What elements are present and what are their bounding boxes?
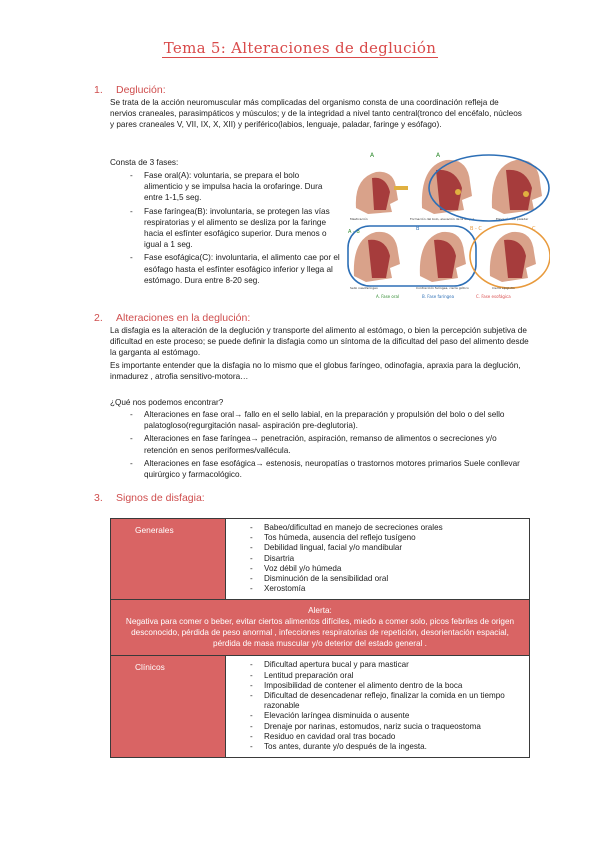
generales-label: Generales	[111, 519, 226, 600]
list-item: - Disartria	[248, 554, 523, 564]
list-item: - Alteraciones en fase oral→ fallo en el sello labial, en la preparación y propulsión del bolo o del sello palatogloso(regurgitación nasal- aspiración pre-deglutoria).	[128, 409, 528, 431]
svg-text:A: A	[436, 152, 441, 159]
section-2-paragraph-1: La disfagia es la alteración de la deglución y transporte del alimento al estómago, o bien la percepción subjetiva de dificultad en este proceso; se puede definir la disfagia como un síntoma de la dificultad del paso del alimento desde la garganta al estómago.	[110, 326, 529, 358]
list-item: - Residuo en cavidad oral tras bocado	[248, 732, 523, 742]
dysphagia-signs-table	[110, 518, 530, 758]
alert-label: Alerta:	[308, 606, 332, 616]
list-item: - Elevación laríngea disminuida o ausente	[248, 711, 523, 721]
svg-text:B. Fase faríngea: B. Fase faríngea	[422, 294, 455, 299]
list-item: - Fase oral(A): voluntaria, se prepara el bolo alimenticio y se impulsa hacia la orofaringe. Dura entre 1-1,5 seg.	[128, 170, 340, 204]
svg-text:Contracción faríngea, cierre g: Contracción faríngea, cierre glótico	[416, 286, 469, 290]
clinicos-label: Clínicos	[111, 656, 226, 758]
phases-list	[128, 170, 340, 286]
list-item: - Dificultad apertura bucal y para masticar	[248, 660, 523, 670]
section-2-heading: 2. Alteraciones en la deglución:	[94, 312, 251, 324]
page-title: Tema 5: Alteraciones de deglución	[163, 39, 437, 57]
list-item: - Tos húmeda, ausencia del reflejo tusígeno	[248, 533, 523, 543]
clinicos-cell	[226, 656, 530, 758]
svg-text:B: B	[416, 226, 420, 232]
list-item: - Disminución de la sensibilidad oral	[248, 574, 523, 584]
list-item: - Debilidad lingual, facial y/o mandibular	[248, 543, 523, 553]
svg-text:Masticación: Masticación	[350, 217, 368, 221]
list-item: - Fase esofágica(C): involuntaria, el alimento cae por el esófago hasta el esfínter esofágico inferior y llega al estómago. Dura entre 8-20 seg.	[128, 252, 340, 286]
section-2-question: ¿Qué nos podemos encontrar?	[110, 398, 224, 407]
list-item: - Imposibilidad de contener el alimento dentro de la boca	[248, 681, 523, 691]
svg-text:C: C	[532, 226, 536, 232]
alert-cell	[111, 600, 530, 656]
svg-text:A: A	[370, 152, 375, 159]
svg-text:Cierre epiglotis: Cierre epiglotis	[492, 286, 515, 290]
list-item: - Babeo/dificultad en manejo de secreciones orales	[248, 523, 523, 533]
list-item: - Dificultad de desencadenar reflejo, finalizar la comida en un tiempo razonable	[248, 691, 523, 711]
list-item: - Drenaje por narinas, estomudos, nariz sucia o traqueostoma	[248, 722, 523, 732]
alert-text: Negativa para comer o beber, evitar ciertos alimentos difíciles, miedo a comer solo, picos febriles de origen desconocido, pérdida de peso anormal , infecciones respiratorias de repetición, desorientación espacial, pérdida de masa muscular y/o deterior del estado general .	[125, 617, 515, 649]
list-item: - Lentitud preparación oral	[248, 671, 523, 681]
section-2-paragraph-2: Es importante entender que la disfagia no lo mismo que el globus faríngeo, odinofagia, apraxia para la deglución, inmadurez , atrofia sensitivo-motora…	[110, 361, 521, 382]
svg-text:Formación del bolo, elevación: Formación del bolo, elevación de la lengua	[410, 217, 475, 221]
list-item: - Voz débil y/o húmeda	[248, 564, 523, 574]
section-1-intro: Se trata de la acción neuromuscular más complicadas del organismo consta de una coordinación refleja de nervios craneales, parasimpáticos y músculos; y de la integridad a nivel tanto central(tronco del encéfalo, núcleos y pares craneales V, VII, IX, X, XII) y periférico(labios, lenguaje, paladar, faringe y esófago).	[110, 98, 522, 130]
generales-cell	[226, 519, 530, 600]
svg-text:Elevación del paladar: Elevación del paladar	[496, 217, 529, 221]
alterations-list	[128, 409, 528, 480]
list-item: - Alteraciones en fase faríngea→ penetración, aspiración, remanso de alimentos o secreciones y/o retención en senos periformes/vallécula.	[128, 433, 528, 455]
list-item: - Fase faríngea(B): involuntaria, se protegen las vías respiratorias y el alimento se desliza por la faringe hacia el esfínter esofágico superior. Dura menos o igual a 1 seg.	[128, 206, 340, 251]
swallowing-phases-figure	[346, 148, 550, 300]
svg-text:A. Fase oral: A. Fase oral	[376, 294, 400, 299]
section-3-heading: 3. Signos de disfagia:	[94, 492, 205, 504]
section-1-heading: 1. Deglución:	[94, 84, 166, 96]
svg-text:C. Fase esofágica: C. Fase esofágica	[476, 294, 511, 299]
svg-text:A - B: A - B	[348, 229, 360, 235]
svg-text:B - C: B - C	[470, 226, 482, 232]
list-item: - Alteraciones en fase esofágica→ estenosis, neuropatías o trastornos motores primarios Suele conllevar quirúrgico y farmacológico.	[128, 458, 528, 480]
svg-text:Sello nasofaríngeo: Sello nasofaríngeo	[350, 286, 378, 290]
list-item: - Xerostomía	[248, 584, 523, 594]
phases-intro: Consta de 3 fases:	[110, 158, 179, 167]
list-item: - Tos antes, durante y/o después de la ingesta.	[248, 742, 523, 752]
